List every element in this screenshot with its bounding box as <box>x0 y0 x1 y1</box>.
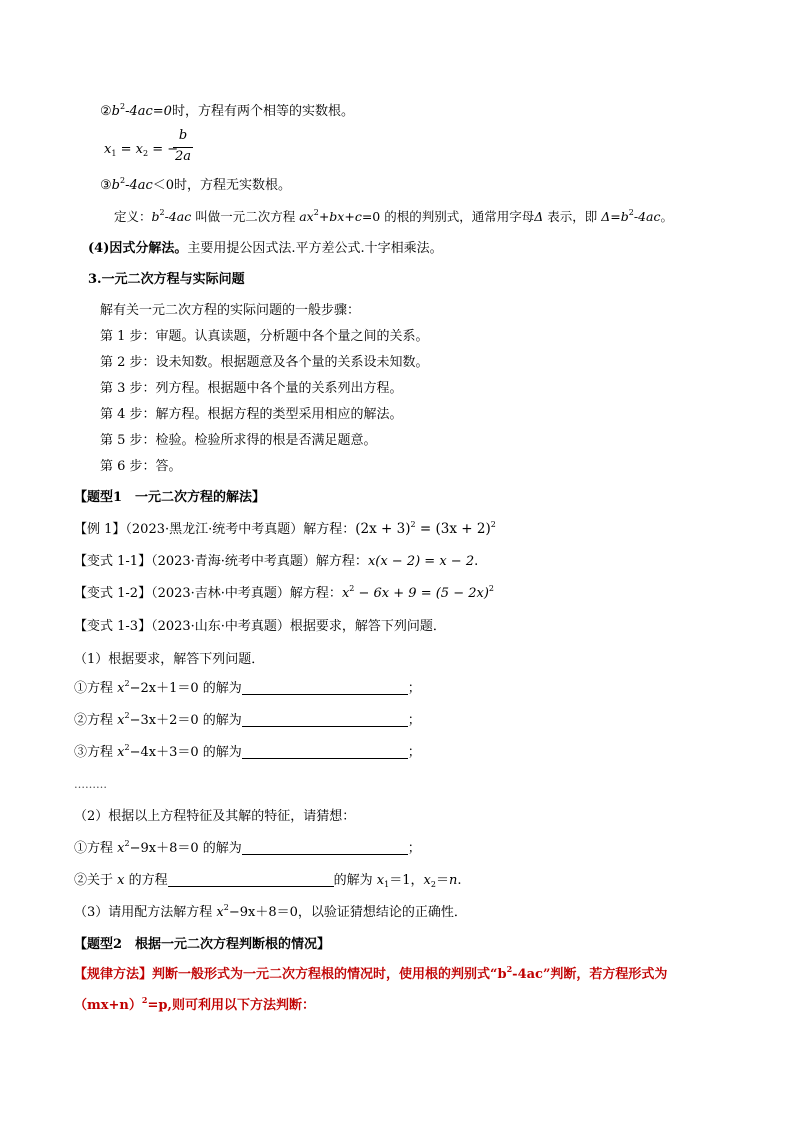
sup: 2 <box>490 520 496 529</box>
math: b <box>151 209 160 224</box>
guess-row <box>74 872 461 890</box>
math: x <box>376 873 385 888</box>
sup: 2 <box>124 679 130 688</box>
step-item: 第 6 步：答。 <box>100 459 182 474</box>
sup: 2 <box>124 711 130 720</box>
math: x <box>117 841 125 856</box>
math: (2x + 3) <box>355 521 411 537</box>
expr: b <box>111 104 120 119</box>
answer-blank[interactable] <box>242 713 408 727</box>
answer-blank[interactable] <box>242 681 408 695</box>
punct: ； <box>407 681 421 696</box>
sub: 1 <box>111 149 117 158</box>
text: −9x＋8＝0 的解为 <box>129 841 242 856</box>
sup: 2 <box>313 208 319 217</box>
variant-label: 【变式 1-2】 <box>74 586 152 601</box>
condition-no-roots <box>100 177 291 195</box>
math: x <box>117 873 125 888</box>
expr: b <box>111 178 120 193</box>
method-text: 主要用提公因式法.平方差公式.十字相乘法。 <box>187 241 443 256</box>
sub: 2 <box>142 149 149 158</box>
double-root-formula <box>104 141 178 159</box>
math: − 6x + 9 = (5 − 2x) <box>354 586 489 601</box>
rule-method-line-2 <box>74 997 315 1015</box>
rule-text: （mx+n） <box>74 998 142 1013</box>
equation-row <box>74 680 421 698</box>
math: ax <box>299 209 314 224</box>
denominator: 2a <box>174 149 192 164</box>
math: n <box>448 873 458 888</box>
math: b <box>620 209 629 224</box>
text: （3）请用配方法解方程 <box>74 905 217 920</box>
text: 的解为 <box>333 873 377 888</box>
math: x <box>117 681 125 696</box>
rule-text: =p,则可利用以下方法判断： <box>147 998 315 1013</box>
text: 叫做一元二次方程 <box>191 209 300 224</box>
math: +bx+c <box>318 209 362 224</box>
expr-rest: -4ac <box>125 178 153 193</box>
example-label: 【例 1】 <box>74 522 126 537</box>
punct: ； <box>407 745 421 760</box>
sup: 2 <box>119 176 126 185</box>
sup: 2 <box>349 584 355 593</box>
sup: 2 <box>488 584 494 593</box>
sup: 2 <box>223 903 229 912</box>
example-1 <box>74 520 496 539</box>
part-1: （1）根据要求，解答下列问题． <box>74 652 265 667</box>
circled-marker: ③ <box>100 178 112 193</box>
topic-heading: 【题型2 根据一元二次方程判断根的情况】 <box>74 937 331 952</box>
text: −3x＋2＝0 的解为 <box>129 713 242 728</box>
equation-row <box>74 840 421 858</box>
variant-source: （2023·青海·统考中考真题）解方程： <box>151 554 368 569</box>
equation-row <box>74 712 421 730</box>
var: x <box>135 142 143 157</box>
text: 定义： <box>114 209 152 224</box>
method-label: (4)因式分解法。 <box>88 241 188 256</box>
circled-marker: ① <box>74 681 88 696</box>
math: x <box>117 713 125 728</box>
step-item: 第 3 步：列方程。根据题中各个量的关系列出方程。 <box>100 381 403 396</box>
text: 表示，即 <box>543 209 602 224</box>
variant-label: 【变式 1-1】 <box>74 554 152 569</box>
sub: 1 <box>384 880 390 889</box>
variant-1-2 <box>74 585 494 603</box>
topic-heading: 【题型1 一元二次方程的解法】 <box>74 490 266 505</box>
condition-text: ＜0时，方程无实数根。 <box>152 178 292 193</box>
discriminant-definition <box>114 208 673 226</box>
math: x <box>423 873 431 888</box>
text: 方程 <box>87 841 118 856</box>
part-3 <box>74 904 467 922</box>
sup: 2 <box>119 102 126 111</box>
math: -4ac <box>633 209 661 224</box>
text: ＝1， <box>389 873 424 888</box>
fraction-bar <box>173 147 193 148</box>
sup: 2 <box>628 208 634 217</box>
text: ＝ <box>435 873 449 888</box>
delta-symbol: Δ <box>601 209 611 224</box>
circled-marker: ① <box>74 841 88 856</box>
section-title: 3.一元二次方程与实际问题 <box>88 272 245 287</box>
rule-text: -4ac”判断，若方程形式为 <box>512 967 668 982</box>
text: 方程 <box>87 745 118 760</box>
equation-row <box>74 744 421 762</box>
step-item: 第 5 步：检验。检验所求得的根是否满足题意。 <box>100 433 377 448</box>
sub: 2 <box>430 880 436 889</box>
math: x(x − 2) = x − 2 <box>367 554 475 569</box>
text: −2x＋1＝0 的解为 <box>129 681 242 696</box>
variant-1-1 <box>74 553 478 571</box>
math: x <box>341 586 350 601</box>
rule-label: 【规律方法】 <box>74 967 153 982</box>
sup: 2 <box>141 995 148 1005</box>
delta-symbol: Δ <box>534 209 544 224</box>
variant-source: （2023·山东·中考真题）根据要求，解答下列问题． <box>151 619 446 634</box>
example-source: （2023·黑龙江·统考中考真题）解方程： <box>125 522 356 537</box>
circled-marker: ② <box>100 104 112 119</box>
circled-marker: ② <box>74 713 88 728</box>
rule-method-line-1 <box>74 966 667 984</box>
answer-blank[interactable] <box>242 841 408 855</box>
variant-1-3 <box>74 618 446 636</box>
answer-blank[interactable] <box>242 745 408 759</box>
text: −9x＋8＝0，以验证猜想结论的正确性． <box>228 905 467 920</box>
sup: 2 <box>159 208 165 217</box>
punct: ； <box>407 841 421 856</box>
text: 方程 <box>87 713 118 728</box>
condition-equal-roots <box>100 103 354 121</box>
var: x <box>104 142 112 157</box>
op: = <box>120 142 132 157</box>
text: 。 <box>660 209 673 224</box>
step-item: 第 1 步：审题。认真读题，分析题中各个量之间的关系。 <box>100 329 429 344</box>
numerator: b <box>178 128 188 143</box>
expr-rest: -4ac=0 <box>125 104 172 119</box>
variant-source: （2023·吉林·中考真题）解方程： <box>151 586 342 601</box>
step-item: 第 4 步：解方程。根据方程的类型采用相应的解法。 <box>100 407 403 422</box>
text: 方程 <box>87 681 118 696</box>
circled-marker: ② <box>74 873 88 888</box>
ellipsis: ……… <box>74 778 107 791</box>
math: x <box>216 905 224 920</box>
step-item: 第 2 步：设未知数。根据题意及各个量的关系设未知数。 <box>100 355 429 370</box>
math: x <box>117 745 125 760</box>
circled-marker: ③ <box>74 745 88 760</box>
punct: . <box>457 873 462 888</box>
section-intro: 解有关一元二次方程的实际问题的一般步骤： <box>100 303 361 318</box>
sup: 2 <box>124 743 130 752</box>
rule-text: 判断一般形式为一元二次方程根的情况时，使用根的判别式“b <box>152 967 507 982</box>
text: 的方程 <box>124 873 168 888</box>
text: −4x＋3＝0 的解为 <box>129 745 242 760</box>
punct: . <box>474 554 479 569</box>
math: -4ac <box>164 209 192 224</box>
text: = <box>610 209 621 224</box>
factoring-method <box>88 240 443 258</box>
condition-text: 时，方程有两个相等的实数根。 <box>171 104 354 119</box>
text: 关于 <box>87 873 118 888</box>
sup: 2 <box>410 520 416 529</box>
op: = − <box>152 142 179 157</box>
text: =0 的根的判别式，通常用字母 <box>361 209 535 224</box>
part-2: （2）根据以上方程特征及其解的特征，请猜想： <box>74 809 356 824</box>
sup: 2 <box>506 964 513 974</box>
math: = (3x + 2) <box>415 521 491 537</box>
punct: ； <box>407 713 421 728</box>
answer-blank[interactable] <box>168 873 334 887</box>
sup: 2 <box>124 839 130 848</box>
variant-label: 【变式 1-3】 <box>74 619 152 634</box>
